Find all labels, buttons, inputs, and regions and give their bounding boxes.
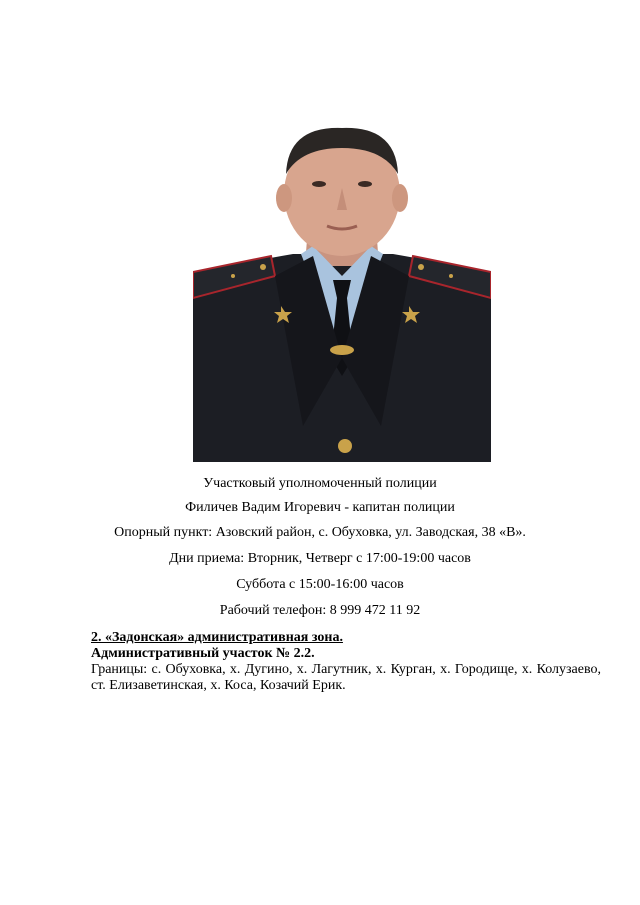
officer-portrait-photo: [193, 126, 491, 462]
officer-position: Участковый уполномоченный полиции: [203, 476, 437, 491]
reception-hours-weekdays: Дни приема: Вторник, Четверг с 17:00-19:00 часов: [169, 551, 471, 566]
plot-boundaries: Границы: с. Обуховка, х. Дугино, х. Лагутник, х. Курган, х. Городище, х. Колузаево, ст. Елизаветинская, х. Коса, Козачий Ерик.: [91, 662, 601, 693]
zone-section: [91, 630, 601, 694]
plot-title: Административный участок № 2.2.: [91, 646, 315, 661]
office-address: Опорный пункт: Азовский район, с. Обуховка, ул. Заводская, 38 «В».: [114, 525, 526, 540]
officer-name-rank: Филичев Вадим Игоревич - капитан полиции: [185, 500, 455, 515]
officer-photo: [193, 126, 491, 462]
zone-title: 2. «Задонская» административная зона.: [91, 630, 343, 645]
work-phone: Рабочий телефон: 8 999 472 11 92: [219, 603, 421, 618]
reception-hours-saturday: Суббота с 15:00-16:00 часов: [236, 577, 404, 592]
